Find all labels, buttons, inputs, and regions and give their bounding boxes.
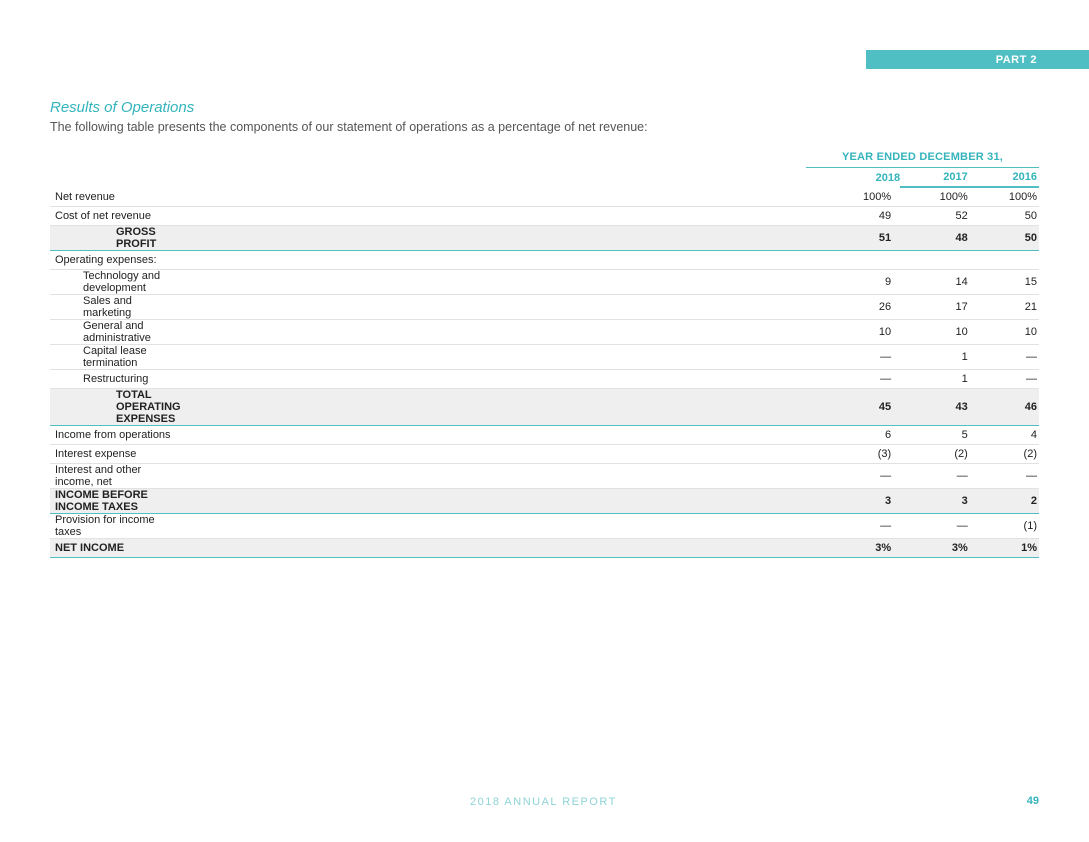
table-row: [50, 295, 1039, 320]
row-value-2016: 15: [978, 270, 1039, 295]
row-value-2016: 50: [978, 226, 1039, 251]
table-row: [50, 345, 1039, 370]
report-title: 2018 ANNUAL REPORT: [470, 796, 617, 808]
row-value-2017: [900, 251, 978, 270]
row-label: Technology and development: [50, 270, 181, 295]
total-operating-expenses-row: [50, 389, 1039, 426]
gross-profit-row: [50, 226, 1039, 251]
row-label: GROSS PROFIT: [50, 226, 181, 251]
table-row: [50, 270, 1039, 295]
row-value-2018: 45: [181, 389, 901, 426]
period-header: YEAR ENDED DECEMBER 31,: [806, 151, 1039, 168]
row-value-2018: 10: [181, 320, 901, 345]
row-label: INCOME BEFORE INCOME TAXES: [50, 489, 181, 514]
year-header: 2018: [875, 171, 901, 184]
table-row: [50, 426, 1039, 445]
table-row: [50, 207, 1039, 226]
row-value-2018: —: [181, 464, 901, 489]
year-header: 2017: [900, 168, 978, 187]
row-value-2016: 4: [978, 426, 1039, 445]
row-label: TOTAL OPERATING EXPENSES: [50, 389, 181, 426]
row-value-2016: (1): [978, 514, 1039, 539]
row-value-2016: 46: [978, 389, 1039, 426]
row-value-2017: 43: [900, 389, 978, 426]
operations-table: [50, 168, 1039, 558]
row-value-2016: (2): [978, 445, 1039, 464]
row-value-2016: 50: [978, 207, 1039, 226]
row-value-2017: 100%: [900, 187, 978, 207]
table-row: [50, 514, 1039, 539]
row-value-2018: 51: [181, 226, 901, 251]
row-value-2016: [978, 251, 1039, 270]
row-value-2017: 3%: [900, 539, 978, 558]
row-value-2016: 2: [978, 489, 1039, 514]
page-number: 49: [1026, 795, 1039, 807]
row-value-2017: 1: [900, 345, 978, 370]
row-value-2018: 9: [181, 270, 901, 295]
row-value-2017: —: [900, 464, 978, 489]
row-value-2018: —: [181, 345, 901, 370]
row-value-2017: 14: [900, 270, 978, 295]
row-value-2016: —: [978, 370, 1039, 389]
row-value-2016: 100%: [978, 187, 1039, 207]
row-value-2018: 49: [181, 207, 901, 226]
table-row: [50, 445, 1039, 464]
table-row: [50, 187, 1039, 207]
row-value-2018: 6: [181, 426, 901, 445]
table-row: [50, 370, 1039, 389]
row-value-2017: 17: [900, 295, 978, 320]
row-value-2018: [181, 251, 901, 270]
table-row: [50, 320, 1039, 345]
row-value-2017: (2): [900, 445, 978, 464]
row-value-2017: 1: [900, 370, 978, 389]
row-value-2016: 1%: [978, 539, 1039, 558]
row-value-2016: —: [978, 464, 1039, 489]
row-value-2017: 10: [900, 320, 978, 345]
row-value-2017: 48: [900, 226, 978, 251]
row-label: Cost of net revenue: [50, 207, 181, 226]
row-value-2016: 10: [978, 320, 1039, 345]
row-value-2018: 100%: [181, 187, 901, 207]
row-label: Income from operations: [50, 426, 181, 445]
row-label: Restructuring: [50, 370, 181, 389]
row-label: Net revenue: [50, 187, 181, 207]
row-value-2017: 5: [900, 426, 978, 445]
table-row: [50, 464, 1039, 489]
row-label: Interest expense: [50, 445, 181, 464]
year-header-row: [50, 168, 1039, 187]
row-value-2017: 3: [900, 489, 978, 514]
row-value-2018: —: [181, 370, 901, 389]
header-spacer: [50, 168, 181, 187]
row-value-2016: —: [978, 345, 1039, 370]
row-value-2017: 52: [900, 207, 978, 226]
row-label: NET INCOME: [50, 539, 181, 558]
row-value-2018: (3): [181, 445, 901, 464]
row-label: Operating expenses:: [50, 251, 181, 270]
row-label: Sales and marketing: [50, 295, 181, 320]
row-label: Interest and other income, net: [50, 464, 181, 489]
net-income-row: [50, 539, 1039, 558]
row-value-2017: —: [900, 514, 978, 539]
row-value-2018: 3%: [181, 539, 901, 558]
row-value-2018: —: [181, 514, 901, 539]
part-label: PART 2: [995, 53, 1037, 66]
row-label: General and administrative: [50, 320, 181, 345]
income-before-taxes-row: [50, 489, 1039, 514]
year-header: 2016: [978, 168, 1039, 187]
row-value-2018: 3: [181, 489, 901, 514]
part-tab: [866, 50, 1089, 69]
row-label: Capital lease termination: [50, 345, 181, 370]
row-value-2018: 26: [181, 295, 901, 320]
table-row: [50, 251, 1039, 270]
section-title: Results of Operations: [50, 99, 195, 116]
section-intro: The following table presents the components of our statement of operations as a percentage of net revenue:: [50, 120, 648, 134]
row-value-2016: 21: [978, 295, 1039, 320]
row-label: Provision for income taxes: [50, 514, 181, 539]
